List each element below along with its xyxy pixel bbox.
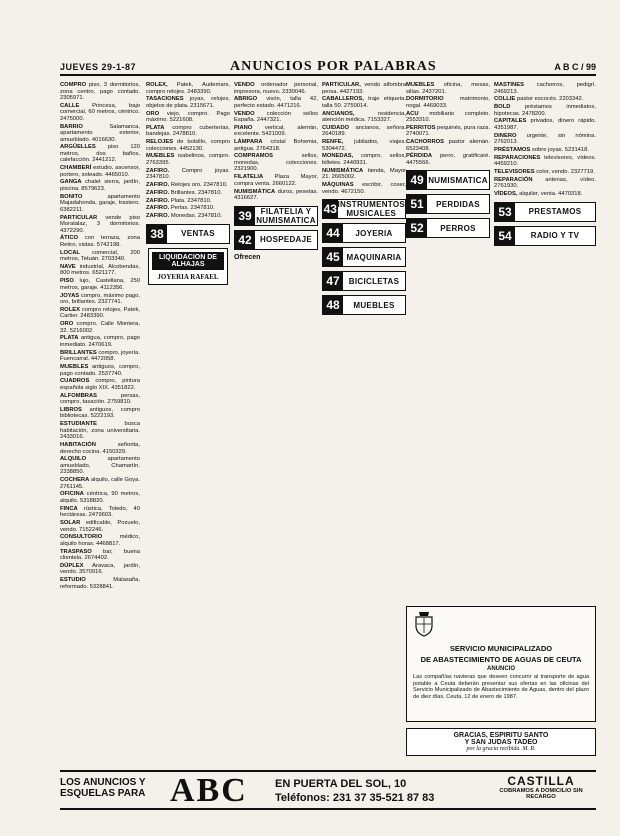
thanks-line-3: por la gracia recibida. M. R. — [466, 746, 536, 752]
classified-ad — [146, 96, 230, 109]
ad-text: compro. Calle Montera, 32. 5216002. — [60, 321, 140, 334]
ad-keyword: ZAFIRO. — [146, 189, 170, 196]
ad-text: privados, dinero rápido. 4351987. — [494, 118, 596, 131]
classified-ad — [322, 182, 406, 195]
ad-keyword: GANGA — [60, 179, 82, 186]
ad-keyword: MUEBLES — [60, 364, 89, 371]
ad-text: compro relojes, Patek, Cartier. 2483390. — [60, 306, 140, 320]
classified-ad — [322, 125, 406, 138]
ad-keyword: LOCAL — [60, 249, 80, 256]
ad-keyword: ACU — [406, 110, 419, 117]
classified-ad — [146, 182, 230, 189]
classified-ad — [146, 82, 230, 95]
ad-keyword: PLATA — [60, 335, 79, 342]
classified-ad — [60, 293, 140, 306]
section-name: PERROS — [440, 223, 476, 233]
ad-text: cristal Bohemia, antigua. 2764318. — [234, 139, 318, 152]
ceuta-water-notice — [406, 606, 596, 722]
ad-keyword: BRILLANTES — [60, 349, 97, 356]
section-name: BICICLETAS — [348, 276, 400, 286]
ad-text: viejo, compro. Pago máximo. 5221608. — [146, 110, 230, 124]
classified-ad — [60, 563, 140, 576]
ad-text: piso 120 metros, dos baños, calefacción. 2441212. — [60, 144, 140, 164]
ad-text: ordenador personal, impresora, nuevo. 2330046. — [234, 82, 318, 95]
classified-ad — [234, 96, 318, 109]
ad-keyword: CONSULTORIO — [60, 534, 103, 541]
ad-keyword: RELOJES — [146, 139, 174, 146]
ad-keyword: TASACIONES — [146, 96, 184, 103]
ad-keyword: ZAFIRO. — [146, 182, 170, 189]
section-perros — [406, 218, 490, 238]
ad-text: préstamos inmediatos, hipotecas. 2478200. — [494, 104, 596, 117]
liquidacion-ad — [148, 248, 228, 285]
ad-text: industrial, Alcobendas, 800 metros. 6521177. — [60, 263, 140, 277]
ad-keyword: TRASPASO — [60, 548, 92, 555]
ad-text: de bolsillo, compro colecciones. 4452130. — [146, 139, 230, 152]
ad-text: pastor alemán. 6523408. — [406, 139, 490, 152]
classified-ad — [234, 125, 318, 138]
ad-text: mobiliario completo. 2553310. — [406, 110, 490, 124]
ad-text: Brillantes. 2347810. — [170, 189, 223, 196]
ad-text: Aravaca, jardín, vendo. 3570916. — [60, 562, 140, 576]
classified-ad — [60, 421, 140, 441]
section-joyeria — [322, 223, 406, 243]
ad-keyword: ANCIANOS, — [322, 110, 355, 117]
ad-text: Plaza Mayor, compra venta. 2660122. — [234, 174, 318, 187]
classified-ad — [146, 168, 230, 181]
ad-text: colección sellos España. 2447321. — [234, 110, 318, 124]
classified-ad — [146, 153, 230, 166]
ad-text: Malasaña, reformado. 5328841. — [60, 577, 140, 590]
ad-text: sobre joyas. 5231418. — [531, 146, 589, 153]
liquidacion-line2: JOYERIA RAFAEL — [157, 272, 219, 281]
section-name: JOYERIA — [355, 228, 393, 238]
ad-text: comercial, 200 metros, Tetuán. 2703340. — [60, 249, 140, 263]
ad-keyword: ZAFIRO. — [146, 197, 170, 204]
ad-keyword: MUEBLES — [146, 153, 175, 160]
section-name: MAQUINARIA — [346, 252, 402, 262]
ad-text: antenas, vídeo. 2761930. — [494, 176, 596, 190]
ad-keyword: VÍDEOS, — [494, 191, 518, 198]
notice-body: Las compañías navieras que deseen concurrir al transporte de agua potable a Ceuta deberán presentar sus ofertas en las oficinas del Servicio Municipalizado de Abastecimiento de Aguas, dentro del plazo de diez días. Ceuta, 12 de enero de 1987. — [413, 674, 589, 700]
classified-ad — [60, 378, 140, 391]
classified-ad — [60, 442, 140, 455]
ad-keyword: BOLD — [494, 104, 511, 111]
classified-ad — [60, 321, 140, 334]
ad-keyword: ESTUDIANTE — [60, 421, 98, 428]
section-number: 52 — [407, 219, 427, 237]
ad-keyword: ALQUILO — [60, 456, 87, 463]
classified-ad — [146, 198, 230, 205]
ad-keyword: CUADROS — [60, 378, 90, 385]
ad-keyword: ZAFIRO. — [146, 167, 170, 174]
ad-text: céntrica, 90 metros, alquilo. 5318820. — [60, 491, 140, 504]
ad-text: escribir, coser, vendo. 4672150. — [322, 182, 406, 195]
ad-keyword: CAPITALES — [494, 118, 527, 125]
ad-keyword: TELEVISORES — [494, 169, 535, 176]
section-instrumentos — [322, 199, 406, 219]
classified-ad — [234, 82, 318, 95]
ad-keyword: LÁMPARA — [234, 139, 263, 146]
section-prestamos — [494, 202, 596, 222]
ad-text: apartamento Majadahonda, garaje, trastero. 6382211. — [60, 193, 140, 213]
classified-ad — [60, 477, 140, 490]
classified-ad — [494, 191, 596, 198]
section-perdidas — [406, 194, 490, 214]
ad-text: estudio, ascensor, portero, soleado. 4465010. — [60, 165, 140, 178]
classified-ad — [60, 235, 140, 248]
ad-keyword: PISO — [60, 278, 74, 285]
section-number: 38 — [147, 225, 167, 243]
ad-keyword: HABITACIÓN — [60, 442, 96, 449]
ad-keyword: DINERO — [494, 132, 517, 139]
notice-title-1: SERVICIO MUNICIPALIZADO — [449, 644, 553, 653]
ad-text: persas, compro, tasación. 2759810. — [60, 392, 140, 406]
classified-ad — [60, 506, 140, 519]
classified-ad — [60, 534, 140, 547]
ad-keyword: DÚPLEX — [60, 562, 84, 569]
classified-ad — [60, 364, 140, 377]
ad-keyword: CHAMBERÍ — [60, 165, 92, 172]
column-3 — [234, 82, 318, 792]
ad-text: edificable, Pozuelo, vendo. 7152246. — [60, 520, 140, 533]
classified-ad — [146, 111, 230, 124]
ad-text: vendo alfombra persa. 4427193. — [322, 82, 406, 95]
castilla-subtitle: COBRAMOS A DOMICILIO SIN RECARGO — [499, 788, 583, 800]
ad-keyword: ORO — [146, 110, 160, 117]
ad-keyword: MASTINES — [494, 82, 524, 88]
ad-text: antigua, compro, pago inmediato. 2470619. — [60, 335, 140, 348]
ad-keyword: LIBROS — [60, 406, 82, 413]
ad-keyword: REPARACIÓN — [494, 176, 533, 183]
classified-ad — [60, 215, 140, 235]
section-numismatica — [406, 170, 490, 190]
ad-text: señorita, derecho cocina. 4150329. — [60, 442, 140, 455]
column-5 — [406, 82, 490, 602]
ad-keyword: FILATELIA — [234, 174, 264, 181]
ad-keyword: CALLE — [60, 102, 80, 109]
classified-ad — [494, 155, 596, 168]
ad-text: bar, buena clientela. 2674402. — [60, 548, 140, 562]
ad-keyword: FINCA — [60, 505, 78, 512]
ad-text: matrimonio, nogal. 4469033. — [406, 96, 490, 109]
section-number: 54 — [495, 227, 515, 245]
section-hospedaje — [234, 230, 318, 250]
ad-text: vende piso Moratalaz, 3 dormitorios. 4372290. — [60, 214, 140, 234]
classified-ad — [60, 165, 140, 178]
ad-text: piso, 3 dormitorios, zona centro, pago contado. 2305971. — [60, 82, 140, 101]
ad-keyword: CABALLEROS, — [322, 96, 364, 103]
classified-ad — [322, 82, 406, 95]
classified-ad — [406, 153, 490, 166]
classified-ad — [60, 456, 140, 476]
ad-keyword: CUIDADO — [322, 124, 350, 131]
classified-ad — [406, 82, 490, 95]
ad-keyword: ARGÜELLES — [60, 144, 96, 151]
ad-text: Plata. 2347810. — [170, 197, 212, 204]
section-bicicletas — [322, 271, 406, 291]
footer-phones: Teléfonos: 231 37 35-521 87 83 — [275, 792, 435, 804]
ad-text: con terraza, zona Retiro, vistas. 5742198. — [60, 235, 140, 248]
ad-text: pastor escocés. 2203342. — [516, 96, 584, 103]
ad-text: compro cuberterías, bandejas. 2478810. — [146, 124, 230, 138]
page-number: A B C / 99 — [554, 62, 596, 72]
classified-ad — [234, 174, 318, 187]
classified-ad — [146, 125, 230, 138]
classified-ad — [60, 549, 140, 562]
section-name: PERDIDAS — [436, 199, 480, 209]
classified-ad — [322, 96, 406, 109]
ad-keyword: COCHERA — [60, 477, 90, 484]
ad-keyword: ZAFIRO. — [146, 213, 170, 220]
section-name: MUEBLES — [353, 300, 395, 310]
ad-keyword: ESTUDIO — [60, 577, 86, 584]
classified-ad — [494, 82, 596, 95]
ad-text: busca habitación, zona universitaria. 2433016. — [60, 421, 140, 441]
classified-ad — [234, 111, 318, 124]
classified-ad — [60, 350, 140, 363]
subhead-ofrecen: Ofrecen — [234, 253, 261, 261]
classified-ad — [406, 96, 490, 109]
ad-text: Perlas. 2347810. — [170, 205, 215, 212]
footer-left-text: LOS ANUNCIOS Y ESQUELAS PARA — [60, 777, 146, 799]
section-filatelia — [234, 206, 318, 226]
ad-keyword: NAVE — [60, 263, 76, 270]
castilla-ad — [486, 774, 596, 800]
section-muebles — [322, 295, 406, 315]
ad-text: médico, alquilo horas. 4468817. — [60, 534, 140, 547]
ad-text: compro, sellos, billetes. 2440931. — [322, 153, 406, 166]
ad-keyword: PERRITOS — [406, 124, 436, 131]
castilla-name: CASTILLA — [507, 774, 575, 788]
ad-keyword: COLLIE — [494, 96, 516, 103]
liquidacion-line1: LIQUIDACION DE ALHAJAS — [152, 252, 224, 270]
classified-ad — [60, 179, 140, 192]
classified-ad — [322, 168, 406, 181]
ad-text: traje etiqueta, talla 50. 2750014. — [322, 96, 406, 109]
classified-ad — [494, 177, 596, 190]
ad-text: vertical, alemán, excelente. 5421009. — [234, 124, 318, 138]
ad-keyword: REPARACIONES — [494, 154, 541, 161]
ad-text: Compro joyas. 2347810. — [146, 167, 230, 181]
classified-ad — [60, 393, 140, 406]
page-header — [60, 59, 596, 76]
ad-keyword: PRÉSTAMOS — [494, 146, 531, 153]
classified-ad — [494, 147, 596, 154]
classified-ad — [146, 139, 230, 152]
ad-text: sellos, monedas, colecciones. 2321900. — [234, 153, 318, 173]
ad-text: compro, pintura española siglo XIX. 4351822. — [60, 378, 140, 391]
ad-keyword: BARRIO — [60, 123, 83, 130]
classified-ad — [60, 307, 140, 320]
footer-address: EN PUERTA DEL SOL, 10 — [275, 778, 407, 790]
ad-text: televisores, vídeos. 4459210. — [494, 154, 596, 168]
classified-ad — [146, 190, 230, 197]
section-number: 44 — [323, 224, 343, 242]
ad-text: isabelinos, compro. 2763395. — [146, 153, 230, 166]
section-name: VENTAS — [181, 229, 215, 239]
classified-ad — [60, 577, 140, 590]
classified-ad — [60, 144, 140, 164]
ad-keyword: CACHORROS — [406, 139, 445, 146]
ad-keyword: ZAFIRO. — [146, 205, 170, 212]
ad-text: residencia, atención médica. 7153327. — [322, 110, 406, 124]
ad-text: color, vendo. 2327719. — [536, 169, 595, 176]
ad-keyword: ROLEX — [60, 306, 80, 313]
ad-keyword: ORO — [60, 321, 74, 328]
page-title: ANUNCIOS POR PALABRAS — [230, 59, 437, 74]
classified-ad — [234, 139, 318, 152]
classified-ad — [234, 153, 318, 173]
ad-text: Relojes oro. 2347810. — [170, 182, 228, 189]
thanks-box — [406, 728, 596, 756]
ad-text: perro, gratificaré. 4475566. — [406, 153, 490, 166]
classified-ad — [60, 124, 140, 144]
ad-text: alquiler, venta. 4470318. — [519, 191, 583, 198]
section-name: INSTRUMENTOS MUSICALES — [337, 200, 405, 219]
section-name: RADIO Y TV — [530, 231, 580, 241]
classified-ad — [322, 153, 406, 166]
section-name: NUMISMATICA — [428, 175, 488, 185]
ad-text: antiguos, compro bibliotecas. 5222193. — [60, 406, 140, 420]
ad-keyword: BONITO — [60, 193, 83, 200]
classified-ad — [60, 520, 140, 533]
notice-subtitle: ANUNCIO — [487, 666, 515, 672]
ad-keyword: OFICINA — [60, 491, 84, 498]
ad-text: joyas, relojes, objetos de plata. 2315671. — [146, 96, 230, 109]
section-name: HOSPEDAJE — [259, 235, 313, 245]
ad-keyword: SOLAR — [60, 520, 81, 527]
ad-keyword: PARTICULAR — [60, 214, 98, 221]
ad-keyword: ROLEX, — [146, 82, 168, 88]
column-4 — [322, 82, 406, 792]
ad-keyword: MUEBLES — [406, 82, 435, 88]
ad-text: urgente, sin nómina. 2762013. — [494, 132, 596, 146]
classified-ad — [60, 407, 140, 420]
ad-keyword: ABRIGO — [234, 96, 258, 103]
ad-text: Salamanca, apartamento exterior, amueblado. 4016630. — [60, 123, 140, 143]
classified-ad — [60, 335, 140, 348]
classified-ad — [322, 111, 406, 124]
ad-text: Princesa, bajo comercial, 60 metros, céntrico. 2475000. — [60, 102, 140, 122]
ad-text: tienda, Mayor 21. 2665002. — [322, 167, 406, 181]
thanks-line-1: GRACIAS, ESPIRITU SANTO — [453, 732, 549, 739]
page-date: JUEVES 29-1-87 — [60, 62, 137, 72]
classified-ad — [60, 278, 140, 291]
notice-title-2: DE ABASTECIMIENTO DE AGUAS DE CEUTA — [420, 655, 582, 664]
ad-text: chalet sierra, jardín, piscina. 8579623. — [60, 179, 140, 192]
section-number: 47 — [323, 272, 343, 290]
ad-keyword: PÉRDIDA — [406, 153, 433, 160]
abc-logo: ABC — [170, 772, 248, 809]
column-2 — [146, 82, 230, 792]
ad-keyword: ÁTICO — [60, 235, 79, 242]
ad-text: alquilo, calle Goya. 2761145. — [60, 477, 140, 490]
ad-keyword: RENFE, — [322, 139, 344, 146]
section-number: 51 — [407, 195, 427, 213]
classified-ad — [60, 82, 140, 102]
classified-ad — [60, 264, 140, 277]
classified-ad — [494, 133, 596, 146]
section-number: 49 — [407, 171, 427, 189]
classified-ad — [406, 139, 490, 152]
section-number: 39 — [235, 207, 255, 225]
ad-keyword: COMPRAMOS — [234, 153, 273, 160]
section-ventas — [146, 224, 230, 244]
classified-ad — [60, 250, 140, 263]
ad-text: pequinés, pura raza. 2740071. — [406, 124, 490, 138]
ad-text: cachorros, pedigrí. 2469213. — [494, 82, 596, 95]
ad-text: duros, pesetas. 4316627. — [234, 188, 318, 202]
ad-text: compro, joyería. Fuencarral. 4472058. — [60, 349, 140, 363]
section-number: 53 — [495, 203, 515, 221]
ad-keyword: NUMISMÁTICA — [234, 188, 276, 195]
classified-ad — [234, 189, 318, 202]
ad-keyword: COMPRO — [60, 82, 87, 88]
section-maquinaria — [322, 247, 406, 267]
ad-text: apartamento amueblado, Chamartín. 2338850. — [60, 456, 140, 476]
section-name: FILATELIA Y NUMISMATICA — [256, 206, 316, 225]
ad-text: lujo, Castellana, 250 metros, garaje. 4112356. — [60, 278, 140, 291]
ad-keyword: VENDO — [234, 110, 255, 117]
ad-keyword: VENDO — [234, 82, 255, 88]
ad-keyword: PARTICULAR, — [322, 82, 361, 88]
ad-text: visón, talla 42, perfecto estado. 4471216. — [234, 96, 318, 109]
classified-ad — [60, 103, 140, 123]
classified-ad — [406, 125, 490, 138]
ad-text: jubilados, viajes. 5304472. — [322, 139, 406, 152]
ad-text: antiguos, compro, pago contado. 2537740. — [60, 364, 140, 377]
thanks-line-2: Y SAN JUDAS TADEO — [464, 739, 538, 746]
column-1 — [60, 82, 140, 792]
ad-keyword: NUMISMÁTICA — [322, 167, 364, 174]
classified-ad — [494, 96, 596, 103]
ad-keyword: DORMITORIO — [406, 96, 444, 103]
classified-ad — [494, 169, 596, 176]
classified-ad — [146, 213, 230, 220]
ad-text: oficina, mesas, sillas. 2437201. — [406, 82, 490, 95]
ad-keyword: MÁQUINAS — [322, 182, 354, 189]
footer-banner — [60, 770, 596, 810]
ad-keyword: ALFOMBRAS — [60, 392, 98, 399]
classified-ad — [494, 118, 596, 131]
ad-keyword: MONEDAS, — [322, 153, 354, 160]
ad-text: Patek, Audemars, compro relojes. 2483390. — [146, 82, 230, 95]
section-name: PRESTAMOS — [528, 207, 582, 217]
classified-ad — [322, 139, 406, 152]
coat-of-arms-icon — [413, 611, 435, 637]
section-radio-tv — [494, 226, 596, 246]
ad-text: ancianos, señora. 2640189. — [322, 124, 406, 138]
classified-ad — [60, 491, 140, 504]
classified-ad — [406, 111, 490, 124]
ad-text: compro, máximo pago, oro, brillantes. 2327741. — [60, 292, 140, 306]
classified-ad — [146, 205, 230, 212]
ad-keyword: PLATA — [146, 124, 165, 131]
ad-text: Monedas. 2347810. — [170, 213, 223, 220]
ad-keyword: JOYAS — [60, 292, 80, 299]
section-number: 43 — [323, 202, 337, 217]
classified-ad — [494, 104, 596, 117]
classified-ad — [60, 194, 140, 214]
section-number: 48 — [323, 296, 343, 314]
section-number: 42 — [235, 231, 255, 249]
section-number: 45 — [323, 248, 343, 266]
ad-keyword: PIANO — [234, 124, 253, 131]
ad-text: rústica, Toledo, 40 hectáreas. 2479603. — [60, 505, 140, 519]
